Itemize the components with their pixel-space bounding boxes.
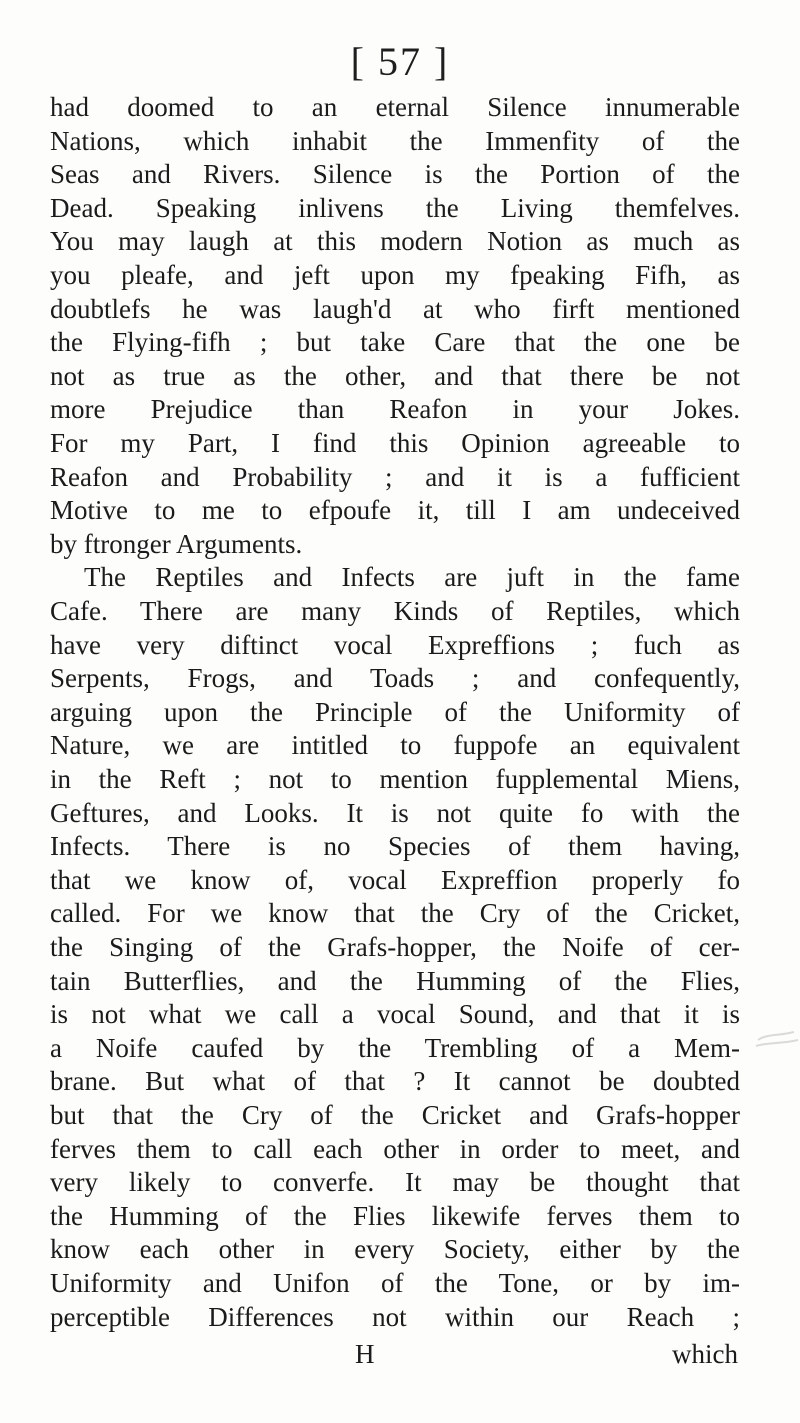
- text-line: is not what we call a vocal Sound, and that it is: [50, 999, 740, 1030]
- text-line: called. For we know that the Cry of the Cricket,: [50, 898, 740, 929]
- catchword: which: [672, 1339, 738, 1370]
- text-line: have very diftinct vocal Expreffions ; fuch as: [50, 629, 740, 660]
- text-line: ferves them to call each other in order to meet, and: [50, 1133, 740, 1164]
- signature-mark: H: [355, 1339, 375, 1370]
- text-line: Uniformity and Unifon of the Tone, or by im-: [50, 1268, 740, 1298]
- text-line: more Prejudice than Reafon in your Jokes.: [50, 394, 740, 425]
- text-line: Motive to me to efpoufe it, till I am undeceived: [50, 495, 740, 526]
- text-line: the Singing of the Grafs-hopper, the Noife of cer-: [50, 932, 740, 962]
- ink-smudge-mark: [754, 1020, 800, 1064]
- text-line: the Flying-fifh ; but take Care that the one be: [50, 327, 740, 358]
- text-line: arguing upon the Principle of the Uniformity of: [50, 696, 740, 727]
- text-line: not as true as the other, and that there be not: [50, 360, 740, 391]
- text-line: Seas and Rivers. Silence is the Portion of the: [50, 159, 740, 190]
- text-line: Nature, we are intitled to fuppofe an equivalent: [50, 730, 740, 761]
- text-line: very likely to converfe. It may be thought that: [50, 1167, 740, 1198]
- text-line: Cafe. There are many Kinds of Reptiles, which: [50, 596, 740, 626]
- paragraph-end-line: by ftronger Arguments.: [50, 528, 303, 559]
- text-line: you pleafe, and jeft upon my fpeaking Fifh, as: [50, 260, 740, 290]
- text-line: Geftures, and Looks. It is not quite fo with the: [50, 797, 740, 828]
- text-line: doubtlefs he was laugh'd at who firft mentioned: [50, 293, 740, 324]
- text-line: the Humming of the Flies likewife ferves them to: [50, 1200, 740, 1231]
- text-line: in the Reft ; not to mention fupplemental Miens,: [50, 764, 740, 794]
- text-line: Dead. Speaking inlivens the Living themfelves.: [50, 192, 740, 223]
- text-line: a Noife caufed by the Trembling of a Mem-: [50, 1032, 740, 1063]
- text-line: Nations, which inhabit the Immenfity of the: [50, 125, 740, 156]
- page-number: [ 57 ]: [350, 39, 450, 84]
- text-line: know each other in every Society, either by the: [50, 1234, 740, 1265]
- paragraph-start-line: The Reptiles and Infects are juft in the fame: [84, 562, 740, 593]
- text-line: tain Butterflies, and the Humming of the Flies,: [50, 965, 740, 996]
- text-line: Reafon and Probability ; and it is a fufficient: [50, 461, 740, 492]
- text-line: that we know of, vocal Expreffion properly fo: [50, 864, 740, 895]
- text-line: Infects. There is no Species of them having,: [50, 831, 740, 862]
- text-line: brane. But what of that ? It cannot be doubted: [50, 1066, 740, 1097]
- text-line: perceptible Differences not within our Reach ;: [50, 1301, 740, 1332]
- text-line: had doomed to an eternal Silence innumerable: [50, 92, 740, 122]
- text-line: but that the Cry of the Cricket and Grafs-hopper: [50, 1100, 740, 1130]
- text-line: You may laugh at this modern Notion as much as: [50, 226, 740, 257]
- text-line: For my Part, I find this Opinion agreeable to: [50, 428, 740, 458]
- text-line: Serpents, Frogs, and Toads ; and confequently,: [50, 663, 740, 694]
